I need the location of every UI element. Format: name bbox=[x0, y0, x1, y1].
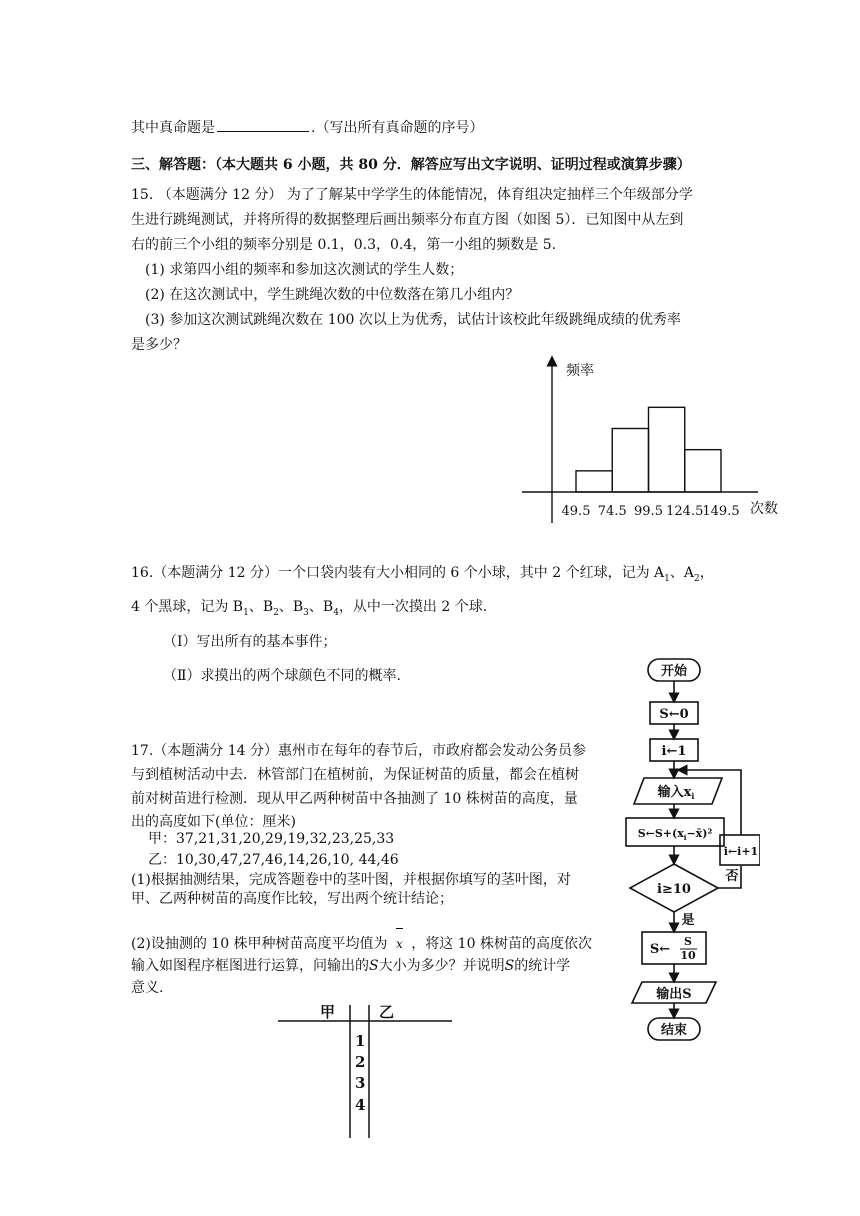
q17-part2-line1 bbox=[131, 934, 592, 954]
x-tick-label-1: 49.5 bbox=[561, 504, 591, 519]
y-axis-label: 频率 bbox=[566, 363, 594, 379]
end-label: 结束 bbox=[660, 1023, 688, 1038]
q16-line2-end: ，从中一次摸出 2 个球. bbox=[338, 599, 488, 615]
q17-part2-line3: 意义. bbox=[131, 980, 164, 996]
q17-line1: 17.（本题满分 14 分）惠州市在每年的春节后，市政府都会发动公务员参 bbox=[131, 743, 586, 759]
loop-back-line bbox=[678, 770, 741, 835]
stem-leaf-plot bbox=[276, 1000, 456, 1140]
x-tick-label-2: 74.5 bbox=[597, 504, 627, 519]
q17-part2-line2-a: 输入如图程序框图进行运算，问输出的 bbox=[131, 958, 369, 974]
update-s-label: $S\leftarrow S+(x_i-x̄)^2$ bbox=[637, 827, 713, 842]
q16-line1-text: 16.（本题满分 12 分）一个口袋内装有大小相同的 6 个小球，其中 2 个红球，记为 A bbox=[131, 565, 665, 581]
section3-heading: 三、解答题：（本大题共 6 小题，共 80 分．解答应写出文字说明、证明过程或演算步骤） bbox=[131, 157, 691, 173]
x-tick-label-3: 99.5 bbox=[634, 504, 663, 519]
q17-part2-text-b: ，将这 10 株树苗的高度依次 bbox=[411, 936, 592, 952]
x-axis-label: 次数 bbox=[750, 501, 778, 517]
histogram-bar-3 bbox=[649, 407, 685, 492]
q17-part1-line1: (1)根据抽测结果，完成答题卷中的茎叶图，并根据你填写的茎叶图，对 bbox=[131, 872, 571, 888]
stem-3: 3 bbox=[355, 1074, 366, 1092]
q16-line2-b3: 、B bbox=[278, 599, 304, 615]
q17-part1-line2: 甲、乙两种树苗的高度作比较，写出两个统计结论； bbox=[131, 891, 453, 907]
yes-label: 是 bbox=[681, 913, 695, 928]
frequency-histogram bbox=[518, 355, 788, 525]
condition-label: i≥10 bbox=[657, 882, 691, 897]
init-s-label: S←0 bbox=[659, 707, 689, 722]
b4-subscript: 4 bbox=[333, 607, 339, 618]
q16-line2 bbox=[131, 597, 487, 623]
q16-line1-mid: 、A bbox=[669, 565, 695, 581]
q15-line1: 15. （本题满分 12 分） 为了了解某中学学生的体能情况，体育组决定抽样三个年级部分学 bbox=[131, 187, 693, 203]
divide-s-prefix: S← bbox=[649, 942, 671, 957]
histogram-bar-2 bbox=[612, 429, 648, 493]
x-tick-label-4: 124.5 bbox=[666, 504, 704, 519]
true-statements-prefix: 其中真命题是 bbox=[131, 120, 215, 136]
q15-line3: 右的前三个小组的频率分别是 0.1，0.3，0.4，第一小组的频数是 5. bbox=[131, 237, 557, 253]
input-label: 输入$x_i$ bbox=[657, 785, 695, 801]
q16-line2-text: 4 个黑球，记为 B bbox=[131, 599, 244, 615]
no-label: 否 bbox=[725, 869, 739, 884]
q16-sub-i: （Ⅰ）写出所有的基本事件； bbox=[163, 634, 337, 650]
q15-sub2: (2) 在这次测试中，学生跳绳次数的中位数落在第几小组内？ bbox=[145, 287, 520, 303]
b2-subscript: 2 bbox=[273, 607, 279, 618]
mean-x-symbol: x bbox=[396, 934, 403, 954]
jia-data: 甲：37,21,31,20,29,19,32,23,25,33 bbox=[148, 831, 395, 847]
true-statements-suffix: .（写出所有真命题的序号） bbox=[311, 120, 484, 136]
divide-s-denominator: 10 bbox=[680, 949, 696, 962]
s-symbol-1: S bbox=[369, 958, 379, 974]
start-label: 开始 bbox=[660, 664, 688, 679]
q15-sub3-line1: (3) 参加这次测试跳绳次数在 100 次以上为优秀，试估计该校此年级跳绳成绩的优秀率 bbox=[145, 312, 681, 328]
q17-part2-line2-b: 大小为多少？并说明 bbox=[378, 958, 505, 974]
yi-data: 乙：10,30,47,27,46,14,26,10, 44,46 bbox=[148, 852, 399, 868]
stem-leaf-header-jia: 甲 bbox=[320, 1003, 336, 1021]
b1-subscript: 1 bbox=[243, 607, 249, 618]
q17-part2-line2 bbox=[131, 956, 570, 976]
q15-sub1: (1) 求第四小组的频率和参加这次测试的学生人数； bbox=[145, 262, 464, 278]
init-i-label: i←1 bbox=[661, 744, 687, 759]
q17-part2-line2-c: 的统计学 bbox=[514, 958, 571, 974]
q17-line4: 出的高度如下(单位：厘米) bbox=[131, 814, 296, 830]
q16-line1-end: ， bbox=[699, 565, 714, 581]
a1-subscript: 1 bbox=[664, 573, 670, 584]
q16-sub-ii: （Ⅱ）求摸出的两个球颜色不同的概率. bbox=[163, 668, 401, 684]
q17-part2-text: (2)设抽测的 10 株甲种树苗高度平均值为 bbox=[131, 936, 388, 952]
program-flowchart bbox=[620, 652, 760, 1044]
increment-i-label: i←i+1 bbox=[723, 845, 759, 858]
a2-subscript: 2 bbox=[694, 573, 700, 584]
q16-line1 bbox=[131, 563, 714, 589]
output-label: 输出S bbox=[656, 987, 692, 1002]
q16-line2-b4: 、B bbox=[308, 599, 334, 615]
stem-1: 1 bbox=[355, 1032, 366, 1050]
true-statements-line bbox=[131, 117, 483, 138]
stem-leaf-header-yi: 乙 bbox=[379, 1003, 395, 1021]
q15-sub3-line2: 是多少？ bbox=[131, 337, 187, 353]
s-symbol-2: S bbox=[504, 958, 515, 974]
q17-line2: 与到植树活动中去．林管部门在植树前，为保证树苗的质量，都会在植树 bbox=[131, 767, 579, 783]
x-tick-label-5: 149.5 bbox=[702, 504, 740, 519]
b3-subscript: 3 bbox=[303, 607, 309, 618]
stem-2: 2 bbox=[355, 1053, 366, 1071]
stem-4: 4 bbox=[355, 1096, 366, 1114]
answer-blank bbox=[217, 117, 309, 132]
histogram-bar-4 bbox=[685, 450, 721, 492]
histogram-bar-1 bbox=[576, 471, 612, 492]
q17-line3: 前对树苗进行检测．现从甲乙两种树苗中各抽测了 10 株树苗的高度，量 bbox=[131, 791, 578, 807]
q16-line2-b2: 、B bbox=[248, 599, 274, 615]
divide-s-numerator: S bbox=[684, 935, 692, 948]
q15-line2: 生进行跳绳测试，并将所得的数据整理后画出频率分布直方图（如图 5）．已知图中从左到 bbox=[131, 212, 684, 228]
